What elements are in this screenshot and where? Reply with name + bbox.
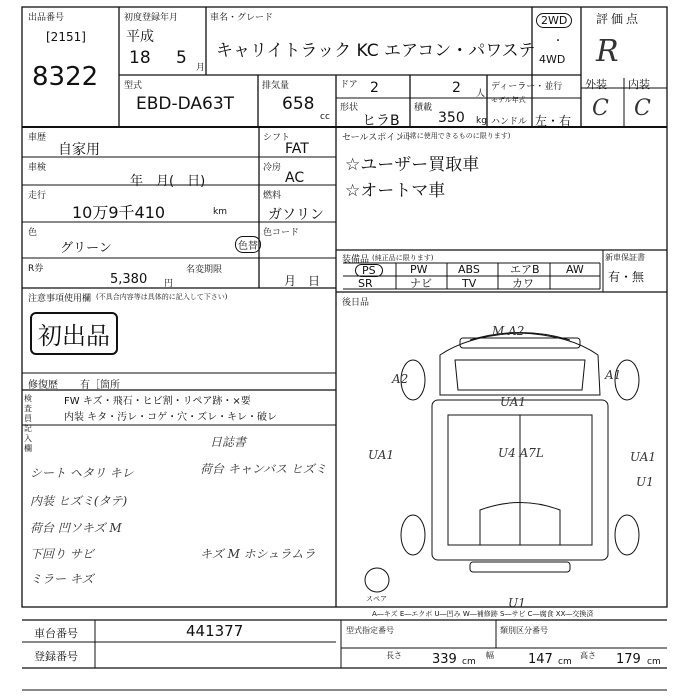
- recycle-label: R券: [28, 264, 44, 274]
- diagram-mark-right-front: A1: [605, 368, 622, 382]
- width-value: 147: [528, 652, 553, 667]
- class-label: 類別区分番号: [500, 626, 548, 635]
- lot-number: 8322: [32, 62, 99, 92]
- fuel-label: 燃料: [263, 191, 282, 201]
- diagram-mark-roof: UA1: [500, 395, 527, 409]
- mileage-value: 10万9千410: [72, 203, 166, 222]
- color-label: 色: [28, 228, 38, 238]
- recycle-unit: 円: [164, 279, 174, 289]
- interior-grade: C: [634, 96, 651, 121]
- exterior-grade: C: [592, 96, 609, 121]
- shape-value: ヒラB: [362, 113, 400, 129]
- usage-value: 自家用: [58, 142, 100, 158]
- notes-sub: (不具合内容等は具体的に記入して下さい): [96, 293, 228, 301]
- shift-value: FAT: [285, 141, 309, 157]
- fuel-value: ガソリン: [268, 207, 324, 223]
- inspector-row2: 内装 キタ・汚レ・コゲ・穴・ズレ・キレ・破レ: [64, 412, 277, 423]
- type-value: EBD-DA63T: [136, 94, 235, 114]
- load-label: 積載: [414, 103, 433, 113]
- sales-point-1: ☆ユーザー買取車: [345, 155, 480, 175]
- load-value: 350: [438, 110, 465, 126]
- mileage-label: 走行: [28, 191, 47, 201]
- capacity-unit: 人: [476, 89, 486, 99]
- interior-label: 内装: [628, 78, 650, 91]
- shift-label: シフト: [263, 133, 291, 143]
- damage-legend: A―キズ E―エクボ U―凹み W―補修跡 S―サビ C―腐食 XX―交換済: [372, 610, 594, 618]
- chassis-value: 441377: [186, 622, 244, 640]
- inspector-row1: FW キズ・飛石・ヒビ割・リペア跡・×要: [64, 396, 251, 407]
- notes-label: 注意事項使用欄: [28, 294, 92, 304]
- width-unit: cm: [558, 657, 572, 667]
- first-listing-stamp: 初出品: [30, 312, 118, 355]
- diagram-mark-right-rear: U1: [636, 475, 654, 489]
- color-code-label: 色コード: [263, 228, 300, 238]
- model-class-label: 型式指定番号: [346, 626, 394, 635]
- length-unit: cm: [462, 657, 476, 667]
- warranty-value: 有・無: [608, 270, 645, 284]
- handwritten-note-5: ミラー キズ: [30, 572, 94, 586]
- name-change-label: 名変期限: [186, 265, 223, 275]
- handwritten-note-1: シート ヘタリ キレ: [30, 466, 134, 480]
- drive-2wd: 2WD: [536, 13, 572, 28]
- model-grade-label: 車名・グレード: [210, 13, 274, 23]
- diagram-mark-bed: U4 A7L: [498, 446, 544, 460]
- diagram-mark-left-front: A2: [392, 372, 409, 386]
- sales-point-label: セールスポイント: [342, 133, 414, 143]
- equipment-sub: (純正品に限ります): [372, 254, 434, 262]
- inspection-value: 年 月( 日): [130, 174, 206, 189]
- chassis-label: 車台番号: [34, 627, 78, 640]
- diagram-mark-front: M A2: [492, 324, 525, 338]
- eval-value: R: [596, 34, 619, 69]
- first-reg-month: 5: [176, 48, 187, 68]
- diagram-mark-left-side: UA1: [368, 448, 395, 462]
- handwritten-note-4: 下回り サビ: [30, 547, 94, 561]
- lot-label: 出品番号: [28, 13, 65, 23]
- repair-label: 修復歴: [28, 380, 58, 391]
- type-label: 型式: [124, 81, 143, 91]
- usage-label: 車歴: [28, 133, 47, 143]
- length-label: 長さ: [386, 651, 402, 660]
- doors-label: ドア: [340, 80, 358, 90]
- sales-point-2: ☆オートマ車: [345, 181, 446, 201]
- equip-airbag: エアB: [510, 263, 540, 276]
- height-value: 179: [616, 652, 641, 667]
- height-unit: cm: [647, 657, 661, 667]
- dealer-label: ディーラー・並行: [491, 82, 563, 92]
- lot-sub: [2151]: [46, 30, 86, 44]
- displacement-unit: cc: [320, 112, 330, 122]
- handwritten-note-6: キズ M ホシュラムラ: [200, 547, 316, 561]
- recycle-value: 5,380: [110, 272, 148, 287]
- handwritten-label: 日誌書: [210, 435, 247, 449]
- handwritten-note-3: 荷台 凹ソキズ M: [30, 521, 122, 535]
- color-change: 色替: [235, 236, 261, 253]
- inspection-label: 車検: [28, 163, 47, 173]
- diagram-mark-right-side: UA1: [630, 450, 657, 464]
- length-value: 339: [432, 652, 457, 667]
- model-name: キャリイトラック KC エアコン・パワステ: [216, 41, 536, 61]
- width-label: 幅: [486, 651, 494, 660]
- doors-value: 2: [370, 80, 379, 96]
- first-reg-month-unit: 月: [196, 63, 206, 73]
- color-value: グリーン: [60, 241, 112, 256]
- handle-label: ハンドル: [491, 117, 528, 127]
- equip-pw: PW: [410, 263, 428, 276]
- model-year-label: モデル年式: [491, 96, 526, 104]
- spare-label: スペア: [366, 595, 387, 603]
- height-label: 高さ: [580, 651, 596, 660]
- exterior-label: 外装: [585, 78, 607, 91]
- handwritten-note-top-right: 荷台 キャンバス ヒズミ: [200, 462, 327, 476]
- capacity-value: 2: [452, 80, 461, 96]
- handwritten-note-2: 内装 ヒズミ(タテ): [30, 494, 128, 508]
- first-reg-year: 18: [129, 48, 151, 68]
- drive-4wd: 4WD: [539, 53, 566, 66]
- first-reg-label: 初度登録年月: [124, 13, 179, 23]
- equip-abs: ABS: [458, 263, 480, 276]
- equip-navi: ナビ: [410, 277, 432, 290]
- displacement-label: 排気量: [262, 81, 290, 91]
- name-change-value: 月 日: [284, 274, 321, 288]
- shape-label: 形状: [340, 103, 359, 113]
- mileage-unit: km: [213, 207, 227, 217]
- equip-leather: カワ: [512, 277, 534, 290]
- load-unit: kg: [476, 116, 487, 126]
- first-reg-era: 平成: [126, 29, 154, 45]
- reg-label: 登録番号: [34, 650, 78, 663]
- handle-value: 左・右: [535, 114, 572, 128]
- later-label: 後日品: [342, 298, 370, 308]
- equip-aw: AW: [566, 263, 584, 276]
- warranty-label: 新車保証書: [605, 253, 645, 262]
- displacement-value: 658: [282, 94, 315, 114]
- equipment-label: 装備品: [342, 255, 370, 265]
- eval-label: 評価点: [596, 12, 642, 26]
- sales-point-sub: (正常に使用できるものに限ります): [400, 132, 511, 140]
- diagram-mark-rear: U1: [508, 596, 526, 610]
- equip-sr: SR: [358, 277, 373, 290]
- repair-value: 有［箇所: [80, 380, 120, 391]
- inspector-label: 検査員記入欄: [24, 394, 32, 453]
- equip-ps: PS: [355, 264, 383, 277]
- ac-value: AC: [285, 170, 305, 186]
- equip-tv: TV: [462, 277, 477, 290]
- ac-label: 冷房: [263, 163, 282, 173]
